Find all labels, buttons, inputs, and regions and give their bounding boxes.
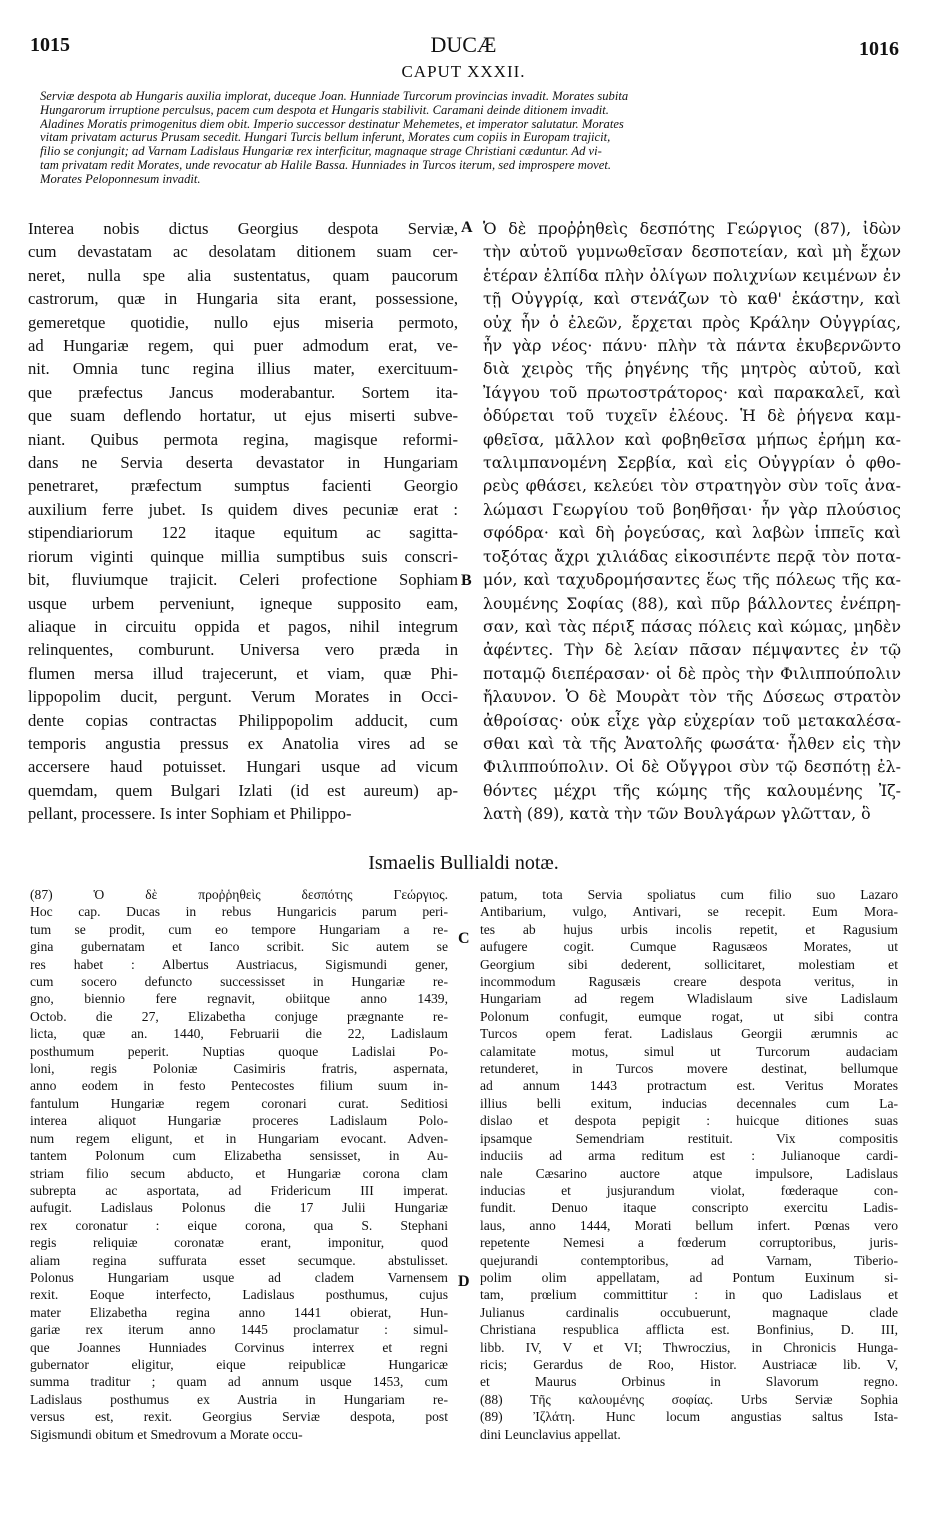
note-line: inducias et jusjurandum violat, fœderaque con- <box>480 1182 898 1198</box>
greek-line: σφόδρα· καὶ δὴ ῥογεύσας, καὶ λαβὼν ἱππεῖς καὶ <box>483 523 901 543</box>
latin-line: dans ne Servia deserta devastator in Hungariam <box>28 453 458 473</box>
note-line: aufugit. Ladislaus Polonus die 17 Julii Hungariæ <box>30 1200 448 1216</box>
latin-line: relinquentes, comburunt. Universa vero præda in <box>28 640 458 660</box>
note-line: fantulum Hungariæ regem coronari curat. Seditiosi <box>30 1095 448 1111</box>
note-line: (87) Ὁ δὲ προῤῥηθεὶς δεσπότης Γεώργιος. <box>30 887 448 902</box>
note-line: repetente Nemesi a fœderum corruptoribus, juris- <box>480 1235 898 1251</box>
note-line: num regem eligunt, et in Hungariam evocant. Adven- <box>30 1130 448 1146</box>
note-line: fundit. Denuo itaque conscripto exercitu Ladis- <box>480 1200 898 1216</box>
greek-line: μόν, καὶ ταχυδρομήσαντες ἕως τῆς πόλεως τῆς κα- <box>483 570 901 590</box>
note-line: ricis; Gerardus de Roo, Histor. Austriacæ lib. V, <box>480 1356 898 1372</box>
latin-line: que præfectus Jancus moderabantur. Sortem ita- <box>28 382 458 402</box>
note-line: quejurandi contemptoribus, ad Varnam, Tiberio- <box>480 1252 898 1268</box>
greek-line: Ἰάγγου τοῦ πρωτοστράτορος· καὶ παρακαλεῖ, καὶ <box>483 382 901 402</box>
latin-line: lippopolim ducit, pergunt. Verum Morates in Occi- <box>28 687 458 707</box>
greek-line: λώμασι Γεωργίου τοῦ βοηθῆσαι· ἦν γὰρ πλούσιος <box>483 499 901 519</box>
latin-line: aliaque in circuitu oppida et pagos, nihil integrum <box>28 616 458 636</box>
margin-letter-a: A <box>461 219 473 236</box>
note-line: versus est, rexit. Georgius Serviæ despota, post <box>30 1409 448 1425</box>
note-line: res habet : Albertus Austriacus, Sigismundi gener, <box>30 956 448 972</box>
running-title: DUCÆ <box>430 32 497 57</box>
latin-line: que suam deflendo hortatur, ut ejus miserti subve- <box>28 406 458 426</box>
note-line: rexit. Eoque interfecto, Ladislaus posthumus, cujus <box>30 1287 448 1303</box>
greek-line: ἀθροίσας· οὐκ εἶχε γὰρ εὐχερίαν τοῦ μετακαλέσα- <box>483 710 901 730</box>
note-line: cum socero defuncto successisset in Hungariæ re- <box>30 974 448 990</box>
note-line: subrepta ac asportata, ad Fridericum III imperat. <box>30 1182 448 1198</box>
note-line: Polonum confugit, eumque rogat, ut sibi contra <box>480 1008 898 1024</box>
note-line: aufugere cogit. Cumque Ragusæos Morates, ut <box>480 939 898 955</box>
latin-line: dente copias contractas Philippopolim adducit, cum <box>28 710 458 730</box>
chapter-title: CAPUT XXXII. <box>401 62 526 81</box>
latin-line: auxilium ferre jubet. Is quidem dives pecuniæ erat : <box>28 499 458 519</box>
summary-line: Serviæ despota ab Hungaris auxilia implorat, duceque Joan. Hunniade Turcorum provincias invadit. Morates subita <box>40 90 629 103</box>
latin-line: neret, nulla spe alia sustentatus, quam paucorum <box>28 265 458 285</box>
chapter-summary <box>40 90 912 187</box>
note-line: Polonus Hungariam usque ad cladem Varnensem <box>30 1269 448 1285</box>
note-line: rex coronatur : eique corona, qua S. Stephani <box>30 1217 448 1233</box>
greek-line: θόντες μέχρι τῆς κώμης τῆς καλουμένης Ἰζ- <box>483 780 901 800</box>
note-line: polim olim appellatam, ad Pontum Euxinum si- <box>480 1269 898 1285</box>
note-line: tes ab hujus urbis incolis repetit, et Ragusium <box>480 921 898 937</box>
note-line: regis reliquiæ coronatæ erant, imponitur, quod <box>30 1235 448 1251</box>
greek-line: ἤλαυνον. Ὁ δὲ Μουρὰτ τὸν τῆς Δύσεως στρατὸν <box>483 687 901 707</box>
note-line: gariæ rex iterum anno 1445 proclamatur : simul- <box>30 1322 448 1338</box>
greek-line: φθεῖσα, μᾶλλον καὶ φοβηθεῖσα μήπως ἐρήμη κα- <box>483 429 901 449</box>
note-line: et Maurus Orbinus in Slavorum regno. <box>480 1374 898 1390</box>
note-line: Hoc cap. Ducas in rebus Hungaricis parum peri- <box>30 904 448 920</box>
summary-line: tam privatam redit Morates, unde revocatur ab Halile Bassa. Hunniades in Turcos iterum, sed improspere movet. <box>40 158 611 172</box>
note-line: (88) Τῆς καλουμένης σοφίας. Urbs Serviæ Sophia <box>480 1391 898 1407</box>
note-line: Christiana respublica afflicta est. Bonfinius, D. III, <box>480 1322 898 1338</box>
greek-line: τῇ Οὐγγρίᾳ, καὶ στενάζων τὸ καθ' ἑκάστην, καὶ <box>483 289 901 309</box>
latin-line: cum devastatam ac desolatam ditionem suam cer- <box>28 242 458 262</box>
note-line: gubernator eligitur, eique reipublicæ Hungaricæ <box>30 1356 448 1372</box>
note-line: interea aliquot Hungariæ proceres Ladislaum Polo- <box>30 1113 448 1129</box>
latin-line: bit, fluviumque trajicit. Celeri profectione Sophiam <box>28 570 458 590</box>
greek-line: Ὁ δὲ προῤῥηθεὶς δεσπότης Γεώργιος (87), ἰδὼν <box>483 219 901 238</box>
notes-right-column <box>480 886 898 1443</box>
greek-line: τοξότας ἄχρι χιλιάδας εἰκοσιπέντε περᾷ τὸν ποτα- <box>483 546 901 566</box>
greek-line: διὰ χειρὸς τῆς ῥηγένης τῆς μητρὸς αὐτοῦ, καὶ <box>483 359 901 379</box>
note-line: mater Elizabetha regina anno 1441 obierat, Hun- <box>30 1304 448 1320</box>
latin-line: ad Hungariæ regem, qui puer admodum erat, ve- <box>28 336 458 356</box>
note-line: tantem Polonum cum Elizabetha sensisset, in Au- <box>30 1148 448 1164</box>
note-line: anno eodem in festo Pentecostes filium suum in- <box>30 1078 448 1094</box>
note-line: patum, tota Servia spoliatus cum filio suo Lazaro <box>480 887 898 902</box>
note-line: Octob. die 27, Elizabetha conjuge prægnante re- <box>30 1008 448 1024</box>
greek-line: ταλιμπανομένη Σερβία, καὶ εἰς Οὐγγρίαν ὁ φθο- <box>483 453 901 473</box>
note-line: posthumum peperit. Nuptias quoque Ladislai Po- <box>30 1043 448 1059</box>
latin-line: nit. Omnia tunc regina illius mater, exercituum- <box>28 359 458 379</box>
greek-line: σθαι καὶ τὰ τῆς Ἀνατολῆς φωσάτα· ἦλθεν εἰς τὴν <box>483 733 901 753</box>
note-line: incommodum Ragusæis creare despota veritus, in <box>480 974 898 990</box>
greek-line: ποταμῷ διεπέρασαν· οἱ δὲ πρὸς τὴν Φιλιππούπολιν <box>483 663 901 683</box>
page-number-right: 1016 <box>859 38 899 60</box>
note-line: induciis ad arma reditum est : Julianoque cardi- <box>480 1148 898 1164</box>
note-line: licta, quæ an. 1440, Februarii die 22, Ladislaum <box>30 1026 448 1042</box>
greek-line: ἀφέντες. Τὴν δὲ λείαν πᾶσαν πέμψαντες ἐν τῷ <box>483 640 901 660</box>
latin-line: quemdam, quem Bulgari Izlati (id est aureum) ap- <box>28 780 458 800</box>
summary-line: vitam privatam acturus Prusam secedit. Hungari Turcis bellum inferunt, Morates cum copiis in Europam trajicit, <box>40 131 611 145</box>
note-line: retunderet, in Turcos movere destinat, bellumque <box>480 1061 898 1077</box>
latin-line: gemeretque quotidie, nullo ejus miseria permoto, <box>28 312 458 332</box>
greek-line: τὴν αὐτοῦ γυμνωθεῖσαν δεσποτείαν, καὶ μὴ ἔχων <box>483 242 901 262</box>
note-line: Ladislaus posthumus ex Austria in Hungariam re- <box>30 1391 448 1407</box>
summary-line: Morates Peloponnesum invadit. <box>40 172 201 186</box>
latin-line: stipendiariorum 122 itaque equitum ac sagitta- <box>28 523 458 543</box>
note-line: nale Cæsarino auctore atque impulsore, Ladislaus <box>480 1165 898 1181</box>
greek-line: λουμένης Σοφίας (88), καὶ πῦρ βάλλοντες ἐνέπρη- <box>483 593 901 613</box>
notes-title: Ismaelis Bullialdi notæ. <box>368 852 559 874</box>
note-line: dislao et despota pepigit : huicque ditiones suas <box>480 1113 898 1129</box>
latin-line: temporis angustia pressus ex Anatolia vires ad se <box>28 733 458 753</box>
summary-line: Aladines Moratis primogenitus diem obit. Imperio successor destinatur Mehemetes, et imperator salutatur. Morates <box>40 117 624 131</box>
greek-line: οὐχ ἦν ὁ ἐλεῶν, ἔρχεται πρὸς Κράλην Οὐγγρίας, <box>483 312 901 332</box>
note-line: laus, anno 1444, Morati bellum infert. Pœnas vero <box>480 1217 898 1233</box>
latin-line: pellant, processere. Is inter Sophiam et Philippo- <box>28 804 352 824</box>
margin-letter-b: B <box>461 572 472 589</box>
greek-line: Φιλιππούπολιν. Οἱ δὲ Οὔγγροι σὺν τῷ δεσπότῃ ἐλ- <box>483 757 901 777</box>
note-line: calamitate motus, simul ut Turcorum audaciam <box>480 1043 898 1059</box>
note-line: striam filio secum abducto, et Hungariæ corona clam <box>30 1165 448 1181</box>
latin-line: usque urbem perveniunt, igneque supposito eam, <box>28 593 458 613</box>
note-line: ipsamque Semendriam restituit. Vix compositis <box>480 1130 898 1146</box>
notes-left-column <box>30 886 448 1443</box>
margin-letter-c: C <box>458 930 470 947</box>
note-line: tam, prœlium committitur : in quo Ladislaus et <box>480 1287 898 1303</box>
note-line: Sigismundi obitum et Smedrovum a Morate occu- <box>30 1426 303 1442</box>
note-line: Hungariam ad regem Wladislaum sive Ladislaum <box>480 991 898 1007</box>
latin-line: riorum viginti quinque millia sumptibus suis conscri- <box>28 546 458 566</box>
summary-line: filio se conjungit; ad Varnam Ladislaus Hungariæ rex interficitur, magnaque strage Christiani cæduntur. Ad vi- <box>40 145 602 159</box>
latin-line: Interea nobis dictus Georgius despota Serviæ, <box>28 219 458 238</box>
note-line: Antibarium, vulgo, Antivari, se recepit. Eum Mora- <box>480 904 898 920</box>
greek-line: σαν, καὶ τὰς πέριξ πάσας πόλεις καὶ κώμας, μηδὲν <box>483 616 901 636</box>
note-line: Julianus cardinalis occubuerunt, magnaque clade <box>480 1304 898 1320</box>
note-line: gina gubernatam et Ianco scribit. Sic autem se <box>30 939 448 955</box>
greek-line: λατὴ (89), κατὰ τὴν τῶν Βουλγάρων γλῶτταν, ὃ <box>483 804 871 824</box>
note-line: libb. IV, V et VI; Thwroczius, in Chronicis Hunga- <box>480 1339 898 1355</box>
margin-letter-d: D <box>458 1273 470 1290</box>
greek-text-column <box>483 217 901 826</box>
note-line: summa traditur ; quam ad annum usque 1453, cum <box>30 1374 448 1390</box>
greek-line: ἦν γὰρ νέος· πάνυ· πλὴν τὰ πάντα ἐκυβερνῶντο <box>483 336 901 356</box>
greek-line: ὀδύρεται τοῦ τυχεῖν ἐλέους. Ἡ δὲ ῥήγενα καμ- <box>483 406 901 426</box>
latin-line: accersere haud potuisset. Hungari usque ad vicum <box>28 757 458 777</box>
latin-text-column <box>28 217 458 826</box>
note-line: (89) Ἰζλάτη. Hunc locum angustias saltus Ista- <box>480 1409 898 1425</box>
note-line: Turcos opem ferat. Ladislaus Georgii ærumnis ac <box>480 1026 898 1042</box>
summary-line: Hungarorum irruptione perculsus, pacem cum despota et Hungaris stabilivit. Caramani deinde ditionem invadit. <box>40 103 609 117</box>
note-line: dini Leunclavius appellat. <box>480 1426 621 1442</box>
greek-line: ρεὺς φθάσει, κελεύει τὸν στρατηγὸν σὺν τοῖς ἀνα- <box>483 476 901 496</box>
note-line: ad annum 1443 protractum est. Veritus Morates <box>480 1078 898 1094</box>
latin-line: penetraret, præfectum sumptus facienti Georgio <box>28 476 458 496</box>
note-line: aliam regina suffurata esset secumque. abstulisset. <box>30 1252 448 1268</box>
note-line: tum se prodit, cum eo tempore Hungariam a re- <box>30 921 448 937</box>
latin-line: flumen mersa illud trajecerunt, et viam, quæ Phi- <box>28 663 458 683</box>
note-line: illius belli exitum, inducias decennales cum La- <box>480 1095 898 1111</box>
note-line: gno, biennio fere regnavit, obiitque anno 1439, <box>30 991 448 1007</box>
note-line: Georgium sibi dederent, sollicitaret, molestiam et <box>480 956 898 972</box>
latin-line: niant. Quibus permota regina, magisque reformi- <box>28 429 458 449</box>
note-line: loni, regis Poloniæ Casimiris fratris, aspernata, <box>30 1061 448 1077</box>
greek-line: ἑτέραν ἐλπίδα πλὴν ὀλίγων πολιχνίων κειμένων ἐν <box>483 265 901 285</box>
page-number-left: 1015 <box>30 34 70 56</box>
latin-line: castrorum, quæ in Hungaria sita erant, possessione, <box>28 289 458 309</box>
note-line: que Joannes Hunniades Corvinus interrex et regni <box>30 1339 448 1355</box>
